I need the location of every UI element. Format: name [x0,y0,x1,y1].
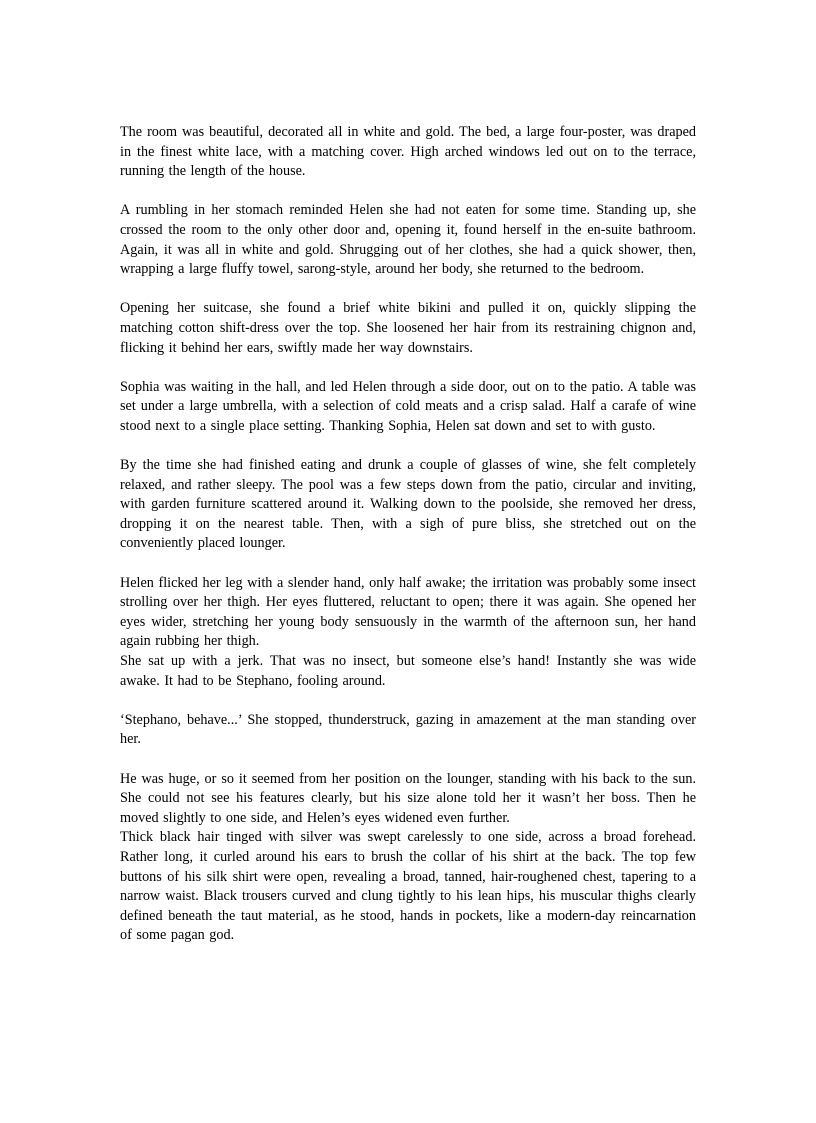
paragraph: Sophia was waiting in the hall, and led Helen through a side door, out on to the patio. A table was set under a large umbrella, with a selection of cold meats and a crisp salad. Half a carafe of wine stood next to a single place setting. Thanking Sophia, Helen sat down and set to with gusto. [120,378,696,434]
body-text [120,123,696,966]
paragraph: The room was beautiful, decorated all in white and gold. The bed, a large four-poster, was draped in the finest white lace, with a matching cover. High arched windows led out on to the terrace, running the length of the house. [120,124,696,180]
paragraph: He was huge, or so it seemed from her position on the lounger, standing with his back to the sun. She could not see his features clearly, but his size alone told her it wasn’t her boss. Then he moved slightly to one side, and Helen’s eyes widened even further. [120,770,696,826]
paragraph: She sat up with a jerk. That was no insect, but someone else’s hand! Instantly she was wide awake. It had to be Stephano, fooling around. [120,653,696,689]
paragraph: Opening her suitcase, she found a brief white bikini and pulled it on, quickly slipping the matching cotton shift-dress over the top. She loosened her hair from its restraining chignon and, flicking it behind her ears, swiftly made her way downstairs. [120,300,696,356]
paragraph: Thick black hair tinged with silver was swept carelessly to one side, across a broad forehead. Rather long, it curled around his ears to brush the collar of his shirt at the back. The top few buttons of his silk shirt were open, revealing a broad, tanned, hair-roughened chest, tapering to a narrow waist. Black trousers curved and clung tightly to his lean hips, his muscular thighs clearly defined beneath the taut material, as he stood, hands in pockets, like a modern-day reincarnation of some pagan god. [120,829,696,944]
paragraph: Helen flicked her leg with a slender hand, only half awake; the irritation was probably some insect strolling over her thigh. Her eyes fluttered, reluctant to open; there it was again. She opened her eyes wider, stretching her young body sensuously in the warmth of the afternoon sun, her hand again rubbing her thigh. [120,574,696,650]
paragraph: A rumbling in her stomach reminded Helen she had not eaten for some time. Standing up, she crossed the room to the only other door and, opening it, found herself in the en-suite bathroom. Again, it was all in white and gold. Shrugging out of her clothes, she had a quick shower, then, wrapping a large fluffy towel, sarong-style, around her body, she returned to the bedroom. [120,202,696,278]
paragraph: By the time she had finished eating and drunk a couple of glasses of wine, she felt completely relaxed, and rather sleepy. The pool was a few steps down from the patio, circular and inviting, with garden furniture scattered around it. Walking down to the poolside, she removed her dress, dropping it on the nearest table. Then, with a sigh of pure bliss, she stretched out on the conveniently placed lounger. [120,457,696,552]
paragraph: ‘Stephano, behave...’ She stopped, thunderstruck, gazing in amazement at the man standing over her. [120,711,696,748]
